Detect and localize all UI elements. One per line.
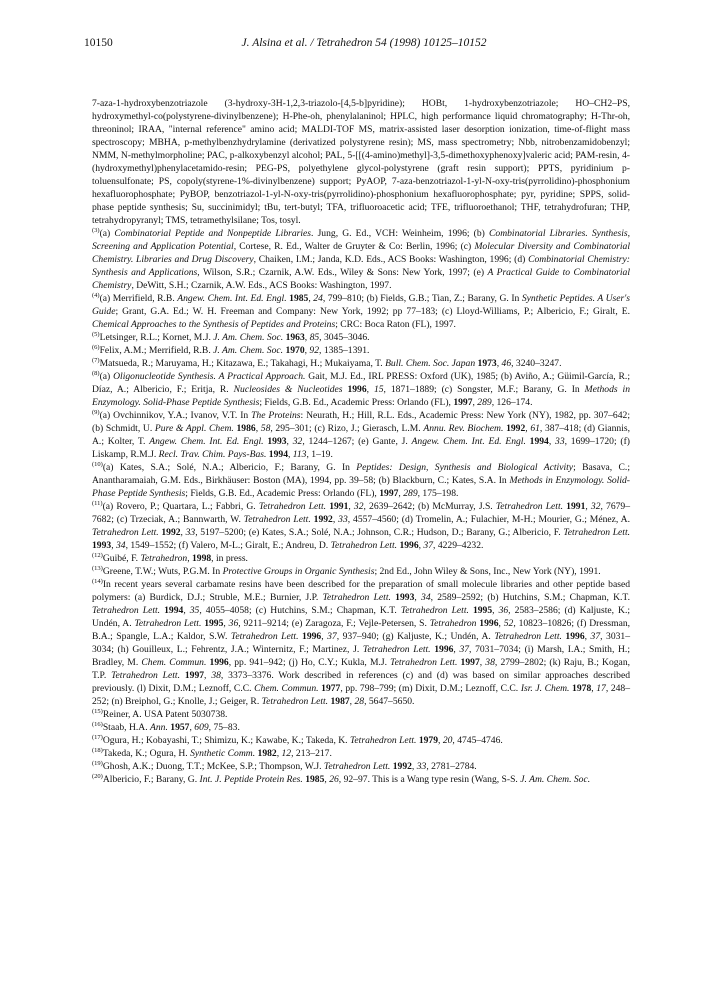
citation-text: , 387–418; (d) Giannis, A.; Kolter, T. bbox=[92, 423, 631, 447]
citation-text: , 2639–2642; (b) McMurray, J.S. bbox=[363, 501, 496, 512]
citation-year: 1986 bbox=[236, 423, 256, 434]
citation-italic-text: Chem. Commun. bbox=[141, 657, 207, 668]
citation-text: , 5647–5650. bbox=[364, 696, 415, 707]
citation-text: , 3373–3376. Work described in references (c) and (d) was based on similar approaches described previously. (l) Dixit, D.M.; Leznoff, C.C. bbox=[92, 670, 631, 694]
citation-text: , 126–174. bbox=[491, 397, 533, 408]
citation-text: , bbox=[180, 527, 186, 538]
citation-year: 1992 bbox=[161, 527, 181, 538]
reference-number: (17) bbox=[92, 733, 103, 741]
citation-italic-text: 609 bbox=[194, 722, 209, 733]
citation-text: Reiner, A. USA Patent 5030738. bbox=[102, 709, 228, 720]
citation-italic-text: Combinatorial Chemistry: Synthesis and Applications bbox=[92, 254, 630, 278]
citation-italic-text: J. Am. Chem. Soc. bbox=[213, 345, 284, 356]
citation-italic-text: 58 bbox=[260, 423, 271, 434]
reference-number: (19) bbox=[92, 759, 103, 767]
citation-year: 1996 bbox=[399, 540, 419, 551]
citation-italic-text: Annu. Rev. Biochem. bbox=[423, 423, 504, 434]
citation-text: Ogura, H.; Kobayashi, T.; Shimizu, K.; Kawabe, K.; Takeda, K. bbox=[102, 735, 350, 746]
citation-italic-text: Tetrahedron Lett. bbox=[495, 501, 564, 512]
citation-italic-text: 33 bbox=[185, 527, 196, 538]
citation-text: , bbox=[584, 631, 591, 642]
citation-text: , 75–83. bbox=[208, 722, 240, 733]
citation-text: Gait, M.J. Ed., IRL PRESS: Oxford (UK), 1985; (b) Aviño, A.; Güimil-García, R.; Díaz, A.; Albericio, F.; Eritja, R. bbox=[92, 371, 630, 395]
citation-italic-text: Synthetic Peptides. A User's Guide bbox=[92, 293, 631, 317]
citation-year: 1993 bbox=[92, 540, 112, 551]
reference-item bbox=[92, 344, 630, 357]
citation-text: , DeWitt, S.H.; Czarnik, A.W. Eds., ACS Books: Washington, 1997. bbox=[131, 280, 392, 291]
citation-year: 1978 bbox=[572, 683, 592, 694]
citation-italic-text: Tetrahedron bbox=[429, 618, 477, 629]
citation-text: , bbox=[304, 332, 310, 343]
running-head: J. Alsina et al. / Tetrahedron 54 (1998) 10125–10152 bbox=[241, 37, 487, 49]
reference-item bbox=[92, 552, 630, 565]
citation-text: , 295–301; (c) Rizo, J.; Gierasch, L.M. bbox=[270, 423, 424, 434]
citation-text: , bbox=[591, 683, 597, 694]
citation-text: , bbox=[189, 722, 195, 733]
citation-year: 1994 bbox=[529, 436, 549, 447]
citation-text: , bbox=[438, 735, 443, 746]
citation-italic-text: A Practical Guide to Combinatorial Chemistry bbox=[92, 267, 630, 291]
citation-year: 1993 bbox=[395, 592, 415, 603]
citation-year: 1973 bbox=[477, 358, 497, 369]
citation-text: , bbox=[418, 540, 424, 551]
reference-number: (11) bbox=[92, 499, 103, 507]
citation-text: , 4055–4058; (c) Hutchins, S.M.; Chapman, K.T. bbox=[199, 605, 401, 616]
citation-italic-text: 34 bbox=[115, 540, 126, 551]
citation-text: , 5197–5200; (e) Kates, S.A.; Solé, N.A.; Johnson, C.R.; Hudson, D.; Barany, G.; Albericio, F. bbox=[195, 527, 564, 538]
citation-italic-text: 15 bbox=[373, 384, 384, 395]
citation-italic-text: Tetrahedron bbox=[140, 553, 188, 564]
reference-list bbox=[92, 227, 630, 786]
citation-italic-text: Ann. bbox=[150, 722, 168, 733]
citation-text: , bbox=[492, 605, 499, 616]
citation-text: , bbox=[548, 436, 556, 447]
citation-italic-text: Recl. Trav. Chim. Pays-Bas. bbox=[158, 449, 267, 460]
reference-number: (14) bbox=[92, 577, 103, 585]
citation-year: 1994 bbox=[268, 449, 288, 460]
reference-number: (10) bbox=[92, 460, 103, 468]
citation-text: . Jung, G. Ed., VCH: Weinheim, 1996; (b) bbox=[311, 228, 489, 239]
citation-year: 1997 bbox=[184, 670, 205, 681]
citation-italic-text: 28 bbox=[354, 696, 365, 707]
citation-italic-text: Synthetic Comm. bbox=[190, 748, 256, 759]
reference-item bbox=[92, 773, 630, 786]
reference-number: (4) bbox=[92, 291, 100, 299]
citation-italic-text: Tetrahedron Lett. bbox=[563, 527, 631, 538]
citation-italic-text: Tetrahedron Lett. bbox=[323, 761, 391, 772]
citation-italic-text: Tetrahedron Lett. bbox=[349, 735, 417, 746]
citation-year: 1987 bbox=[330, 696, 350, 707]
citation-italic-text: J. Am. Chem. Soc. bbox=[520, 774, 591, 785]
citation-text: In recent years several carbamate resins have been described for the preparation of small molecule libraries and other peptide based polymers: (a) Burdick, D.J.; Struble, M.E.; Burnier, J.P. bbox=[92, 579, 630, 603]
citation-text: , bbox=[204, 670, 212, 681]
citation-italic-text: Methods in Enzymology. Solid-Phase Peptide Synthesis bbox=[92, 475, 631, 499]
citation-text: (a) Ovchinnikov, Y.A.; Ivanov, V.T. In bbox=[99, 410, 252, 421]
citation-italic-text: 289 bbox=[477, 397, 492, 408]
citation-text: , 937–940; (g) Kaljuste, K.; Undén, A. bbox=[336, 631, 495, 642]
reference-number: (12) bbox=[92, 551, 103, 559]
citation-italic-text: Tetrahedron Lett. bbox=[390, 657, 458, 668]
citation-year: 1991 bbox=[329, 501, 349, 512]
citation-text: , 1–19. bbox=[306, 449, 333, 460]
citation-text: (a) Rovero, P.; Quartara, L.; Fabbri, G. bbox=[102, 501, 259, 512]
reference-number: (20) bbox=[92, 772, 103, 780]
citation-year: 1993 bbox=[267, 436, 287, 447]
citation-text: , bbox=[411, 761, 417, 772]
citation-italic-text: 113 bbox=[292, 449, 307, 460]
citation-text: (a) Kates, S.A.; Solé, N.A.; Albericio, F.; Barany, G. In bbox=[102, 462, 357, 473]
citation-italic-text: Molecular Diversity and Combinatorial Chemistry. Libraries and Drug Discovery bbox=[92, 241, 630, 265]
citation-text: , bbox=[304, 345, 310, 356]
citation-text: , 92–97. This is a Wang type resin (Wang, S-S. bbox=[338, 774, 521, 785]
citation-text: ; Fields, G.B. Ed., Academic Press: Orlando (FL), bbox=[185, 488, 380, 499]
citation-year: 1977 bbox=[321, 683, 341, 694]
citation-italic-text: J. Am. Chem. Soc. bbox=[213, 332, 284, 343]
citation-text: , 10823–10826; (f) Dressman, B.A.; Spangle, L.A.; Kaldor, S.W. bbox=[92, 618, 631, 642]
citation-text: Ghosh, A.K.; Duong, T.T.; McKee, S.P.; Thompson, W.J. bbox=[102, 761, 324, 772]
citation-text: , 2799–2802; (k) Raju, B.; Kogan, T.P. bbox=[92, 657, 631, 681]
citation-year: 1992 bbox=[506, 423, 526, 434]
citation-text: , bbox=[498, 618, 504, 629]
citation-italic-text: 37 bbox=[423, 540, 434, 551]
citation-italic-text: 35 bbox=[189, 605, 200, 616]
citation-italic-text: 37 bbox=[327, 631, 337, 642]
citation-text: , bbox=[398, 488, 404, 499]
citation-text: Matsueda, R.; Maruyama, H.; Kitazawa, E.; Takahagi, H.; Mukaiyama, T. bbox=[99, 358, 386, 369]
citation-text: , bbox=[453, 644, 460, 655]
citation-year: 1996 bbox=[479, 618, 499, 629]
citation-italic-text: Tetrahedron Lett. bbox=[261, 696, 329, 707]
citation-italic-text: Tetrahedron Lett. bbox=[258, 501, 327, 512]
citation-text: , bbox=[321, 631, 328, 642]
citation-italic-text: 32 bbox=[590, 501, 601, 512]
citation-text: , 3240–3247. bbox=[511, 358, 562, 369]
citation-italic-text: Tetrahedron Lett. bbox=[92, 527, 159, 538]
citation-italic-text: 85 bbox=[309, 332, 320, 343]
citation-text: , 248–252; (n) Breiphol, G.; Knolle, J.; Geiger, R. bbox=[92, 683, 631, 707]
reference-number: (15) bbox=[92, 707, 103, 715]
citation-text: , 1871–1889; (c) Songster, M.F.; Barany, G. In bbox=[383, 384, 585, 395]
citation-text: , 1549–1552; (f) Valero, M-L.; Giralt, E.; Andreu, D. bbox=[125, 540, 331, 551]
citation-year: 1997 bbox=[460, 657, 480, 668]
citation-italic-text: Isr. J. Chem. bbox=[520, 683, 570, 694]
citation-italic-text: Tetrahedron Lett. bbox=[400, 605, 469, 616]
citation-text: (a) bbox=[99, 228, 115, 239]
citation-italic-text: 38 bbox=[211, 670, 221, 681]
citation-italic-text: 37 bbox=[590, 631, 601, 642]
citation-year: 1996 bbox=[434, 644, 454, 655]
citation-text: Greene, T.W.; Wuts, P.G.M. In bbox=[102, 566, 223, 577]
citation-year: 1992 bbox=[313, 514, 333, 525]
reference-item bbox=[92, 565, 630, 578]
citation-text: , 213–217. bbox=[291, 748, 332, 759]
citation-italic-text: 32 bbox=[292, 436, 303, 447]
citation-year: 1985 bbox=[305, 774, 325, 785]
reference-number: (6) bbox=[92, 343, 100, 351]
citation-text: ; Grant, G.A. Ed.; W. H. Freeman and Company: New York, 1992; pp 77–183; (c) Lloyd-Williams, P.; Albericio, F.; Giralt, E. bbox=[115, 306, 630, 317]
citation-text: , 4229–4232. bbox=[433, 540, 484, 551]
citation-italic-text: Combinatorial Libraries. Synthesis, Screening and Application Potential bbox=[92, 228, 630, 252]
citation-text: , 1385–1391. bbox=[319, 345, 370, 356]
citation-italic-text: Combinatorial Peptide and Nonpeptide Libraries bbox=[114, 228, 312, 239]
reference-item bbox=[92, 760, 630, 773]
citation-year: 1998 bbox=[191, 553, 212, 564]
reference-item bbox=[92, 227, 630, 292]
citation-text: , 4745–4746. bbox=[452, 735, 503, 746]
citation-italic-text: 46 bbox=[501, 358, 512, 369]
reference-item bbox=[92, 461, 630, 500]
citation-text: , 2781–2784. bbox=[426, 761, 477, 772]
citation-year: 1996 bbox=[565, 631, 585, 642]
citation-italic-text: 32 bbox=[353, 501, 364, 512]
citation-italic-text: Methods in Enzymology. Solid-Phase Peptide Synthesis bbox=[92, 384, 630, 408]
citation-text: , bbox=[496, 358, 502, 369]
citation-text: , 2583–2586; (d) Kaljuste, K.; Undén, A. bbox=[92, 605, 631, 629]
citation-text: , bbox=[111, 540, 116, 551]
citation-italic-text: Oligonucleotide Synthesis. A Practical Approach. bbox=[113, 371, 306, 382]
citation-text: , bbox=[223, 618, 229, 629]
citation-italic-text: Int. J. Peptide Protein Res. bbox=[199, 774, 303, 785]
citation-text: , pp. 798–799; (m) Dixit, D.M.; Leznoff, C.C. bbox=[340, 683, 521, 694]
citation-text: , bbox=[324, 774, 330, 785]
reference-item bbox=[92, 409, 630, 461]
citation-text: , 2589–2592; (b) Hutchins, S.M.; Chapman, K.T. bbox=[430, 592, 630, 603]
citation-text: , Wilson, S.R.; Czarnik, A.W. Eds., Wiley & Sons: New York, 1997; (e) bbox=[197, 267, 488, 278]
citation-italic-text: 289 bbox=[403, 488, 418, 499]
citation-italic-text: 26 bbox=[329, 774, 339, 785]
citation-italic-text: 33 bbox=[416, 761, 427, 772]
citation-italic-text: Chemical Approaches to the Synthesis of Peptides and Proteins bbox=[92, 319, 336, 330]
reference-item bbox=[92, 708, 630, 721]
citation-year: 1996 bbox=[347, 384, 367, 395]
reference-number: (18) bbox=[92, 746, 103, 754]
citation-year: 1991 bbox=[566, 501, 586, 512]
reference-item bbox=[92, 747, 630, 760]
citation-year: 1970 bbox=[285, 345, 305, 356]
citation-italic-text: 17 bbox=[596, 683, 606, 694]
citation-italic-text: Bull. Chem. Soc. Japan bbox=[385, 358, 476, 369]
citation-text: , bbox=[414, 592, 422, 603]
citation-italic-text: Tetrahedron Lett. bbox=[111, 670, 180, 681]
citation-italic-text: 38 bbox=[485, 657, 495, 668]
reference-item bbox=[92, 357, 630, 370]
citation-italic-text: Pure & Appl. Chem. bbox=[154, 423, 234, 434]
reference-number: (3) bbox=[92, 226, 100, 234]
citation-italic-text: Tetrahedron Lett. bbox=[243, 514, 311, 525]
citation-text: , bbox=[366, 384, 374, 395]
citation-text: , Cortese, R. Ed., Walter de Gruyter & Co: Berlin, 1996; (c) bbox=[233, 241, 475, 252]
citation-italic-text: 34 bbox=[421, 592, 431, 603]
citation-year: 1963 bbox=[285, 332, 305, 343]
citation-italic-text: Tetrahedron Lett. bbox=[92, 605, 161, 616]
citation-text: , pp. 941–942; (j) Ho, C.Y.; Kukla, M.J. bbox=[228, 657, 391, 668]
reference-number: (13) bbox=[92, 564, 103, 572]
citation-italic-text: Tetrahedron Lett. bbox=[362, 644, 431, 655]
citation-italic-text: Peptides: Design, Synthesis and Biological Activity bbox=[356, 462, 574, 473]
citation-text: ; 2nd Ed., John Wiley & Sons, Inc., New York (NY), 1991. bbox=[374, 566, 601, 577]
citation-text: , 1699–1720; (f) Liskamp, R.M.J. bbox=[92, 436, 630, 460]
citation-year: 1995 bbox=[472, 605, 493, 616]
citation-year: 1997 bbox=[379, 488, 399, 499]
citation-text: , 7031–7034; (i) Marsh, I.A.; Smith, H.; Bradley, M. bbox=[92, 644, 630, 668]
citation-text: (a) Merrifield, R.B. bbox=[99, 293, 178, 304]
citation-text: , bbox=[308, 293, 314, 304]
citation-italic-text: 36 bbox=[498, 605, 509, 616]
citation-italic-text: Tetrahedron Lett. bbox=[322, 592, 391, 603]
citation-text: : Neurath, H.; Hill, R.L. Eds., Academic Press: New York (NY), 1982, pp. 307–642; (b) Schmidt, U. bbox=[92, 410, 630, 434]
citation-text: , bbox=[525, 423, 531, 434]
citation-italic-text: Tetrahedron Lett. bbox=[134, 618, 202, 629]
reference-number: (9) bbox=[92, 408, 100, 416]
citation-text: , bbox=[255, 423, 261, 434]
citation-text: , bbox=[183, 605, 190, 616]
citation-year: 1985 bbox=[289, 293, 309, 304]
citation-italic-text: 12 bbox=[281, 748, 292, 759]
citation-italic-text: 20 bbox=[442, 735, 453, 746]
citation-italic-text: Chem. Commun. bbox=[254, 683, 319, 694]
reference-number: (7) bbox=[92, 356, 100, 364]
citation-year: 1994 bbox=[164, 605, 184, 616]
citation-italic-text: 36 bbox=[228, 618, 239, 629]
citation-italic-text: Tetrahedron Lett. bbox=[230, 631, 299, 642]
citation-text: Letsinger, R.L.; Kornet, M.J. bbox=[99, 332, 214, 343]
reference-number: (5) bbox=[92, 330, 100, 338]
citation-italic-text: 33 bbox=[338, 514, 348, 525]
citation-text: Staab, H.A. bbox=[102, 722, 151, 733]
citation-italic-text: 61 bbox=[530, 423, 540, 434]
citation-italic-text: 24 bbox=[313, 293, 323, 304]
citation-text: , bbox=[287, 449, 293, 460]
citation-italic-text: 52 bbox=[503, 618, 514, 629]
citation-year: 1979 bbox=[418, 735, 439, 746]
reference-number: (8) bbox=[92, 369, 100, 377]
reference-item bbox=[92, 370, 630, 409]
page-number: 10150 bbox=[84, 37, 113, 49]
citation-text: , 3031–3034; (h) Gouilleux, L.; Fehrentz, J.A.; Winternitz, F.; Martinez, J. bbox=[92, 631, 631, 655]
reference-item bbox=[92, 578, 630, 708]
citation-text: Guibé, F. bbox=[102, 553, 141, 564]
citation-text: , bbox=[276, 748, 282, 759]
citation-text: Felix, A.M.; Merrifield, R.B. bbox=[99, 345, 214, 356]
page-header bbox=[84, 37, 644, 53]
abbreviations-paragraph: 7-aza-1-hydroxybenzotriazole (3-hydroxy-3H-1,2,3-triazolo-[4,5-b]pyridine); HOBt, 1-hydroxybenzotriazole; HO–CH2–PS, hydroxymethyl-co(polystyrene-divinylbenzene); H-Phe-oh, phenylalaninol; HPLC, high performance liquid chromatography; H-Thr-oh, threoninol; IRAA, "internal reference" amino acid; MALDI-TOF MS, matrix-assisted laser desorption ionization, time-of-flight mass spectroscopy; MBHA, p-methylbenzhydrylamine (derivatized polystyrene resin); MS, mass spectrometry; Nbb, nitrobenzamidobenzyl; NMM, N-methylmorpholine; PAC, p-alkoxybenzyl alcohol; PAL, 5-[[(4-amino)methyl]-3,5-dimethoxyphenoxy]valeric acid; PAM-resin, 4-(hydroxymethyl)phenylacetamido-resin; PEG-PS, polyethylene glycol-polystyrene (graft resin support); PPTS, pyridinium p-toluensulfonate; PS, copoly(styrene-1%-divinylbenzene) support; PyAOP, 7-aza-benzotriazol-1-yl-N-oxy-tris(pyrrolidino)-phosphonium hexafluorophosphate; PyBOP, benzotriazol-1-yl-N-oxy-tris(pyrrolidino)-phosphonium hexafluorophosphate; pyr, pyridine; SPPS, solid-phase peptide synthesis; Su, succinimidyl; tBu, tert-butyl; TFA, trifluoroacetic acid; TFE, trifluoroethanol; THF, tetrahydrofuran; THP, tetrahydropyranyl; TMS, tetramethylsilane; Tos, tosyl. bbox=[92, 98, 630, 226]
citation-text: , bbox=[286, 436, 293, 447]
citation-italic-text: Tetrahedron Lett. bbox=[330, 540, 398, 551]
citation-italic-text: Nucleosides & Nucleotides bbox=[233, 384, 343, 395]
citation-year: 1982 bbox=[257, 748, 277, 759]
reference-item bbox=[92, 331, 630, 344]
citation-italic-text: Angew. Chem. Int. Ed. Engl. bbox=[411, 436, 526, 447]
citation-text: , bbox=[187, 553, 192, 564]
citation-text: Takeda, K.; Ogura, H. bbox=[102, 748, 191, 759]
citation-text: , bbox=[349, 696, 355, 707]
citation-text: Albericio, F.; Barany, G. bbox=[102, 774, 200, 785]
reference-item bbox=[92, 721, 630, 734]
citation-italic-text: 37 bbox=[459, 644, 470, 655]
citation-italic-text: Angew. Chem. Int. Ed. Engl. bbox=[149, 436, 264, 447]
citation-year: 1995 bbox=[204, 618, 224, 629]
citation-text: ; Basava, C.; Anantharamaiah, G.M. Eds., Birkhäuser: Boston (MA), 1994, pp. 39–58; (b) Blackburn, C.; Kates, S.A. In bbox=[92, 462, 630, 486]
citation-text: , 175–198. bbox=[417, 488, 459, 499]
citation-text: , 9211–9214; (e) Zaragoza, F.; Vejle-Petersen, S. bbox=[238, 618, 430, 629]
citation-italic-text: 92 bbox=[309, 345, 320, 356]
citation-text: , bbox=[479, 657, 486, 668]
citation-year: 1957 bbox=[170, 722, 190, 733]
citation-text: , 3045–3046. bbox=[319, 332, 370, 343]
citation-italic-text: Protective Groups in Organic Synthesis bbox=[222, 566, 375, 577]
reference-item bbox=[92, 292, 630, 331]
citation-text: ; Fields, G.B. Ed., Academic Press: Orlando (FL), bbox=[259, 397, 454, 408]
citation-year: 1992 bbox=[392, 761, 412, 772]
citation-text: , 4557–4560; (d) Tromelin, A.; Fulachier, M-H.; Mourier, G.; Ménez, A. bbox=[347, 514, 630, 525]
reference-number: (16) bbox=[92, 720, 103, 728]
citation-italic-text: Angew. Chem. Int. Ed. Engl. bbox=[177, 293, 287, 304]
citation-text: , 1244–1267; (e) Gante, J. bbox=[302, 436, 412, 447]
citation-text: (a) bbox=[99, 371, 114, 382]
citation-italic-text: 33 bbox=[555, 436, 565, 447]
citation-text: ; CRC: Boca Raton (FL), 1997. bbox=[335, 319, 456, 330]
citation-text: , 799–810; (b) Fields, G.B.; Tian, Z.; Barany, G. In bbox=[322, 293, 522, 304]
citation-year: 1996 bbox=[302, 631, 322, 642]
citation-italic-text: Tetrahedron Lett. bbox=[494, 631, 562, 642]
reference-item bbox=[92, 734, 630, 747]
citation-text: , bbox=[585, 501, 591, 512]
citation-year: 1996 bbox=[209, 657, 229, 668]
citation-text: , in press. bbox=[211, 553, 248, 564]
references-section bbox=[92, 97, 630, 786]
citation-text: , Chaiken, I.M.; Janda, K.D. Eds., ACS Books: Washington, 1996; (d) bbox=[253, 254, 529, 265]
citation-year: 1997 bbox=[453, 397, 473, 408]
citation-text: , bbox=[332, 514, 339, 525]
citation-text: , bbox=[348, 501, 354, 512]
citation-text: , bbox=[472, 397, 478, 408]
citation-italic-text: The Proteins bbox=[251, 410, 301, 421]
reference-item bbox=[92, 500, 630, 552]
citation-text: , 7679–7682; (c) Trzeciak, A.; Bannwarth, W. bbox=[92, 501, 631, 525]
